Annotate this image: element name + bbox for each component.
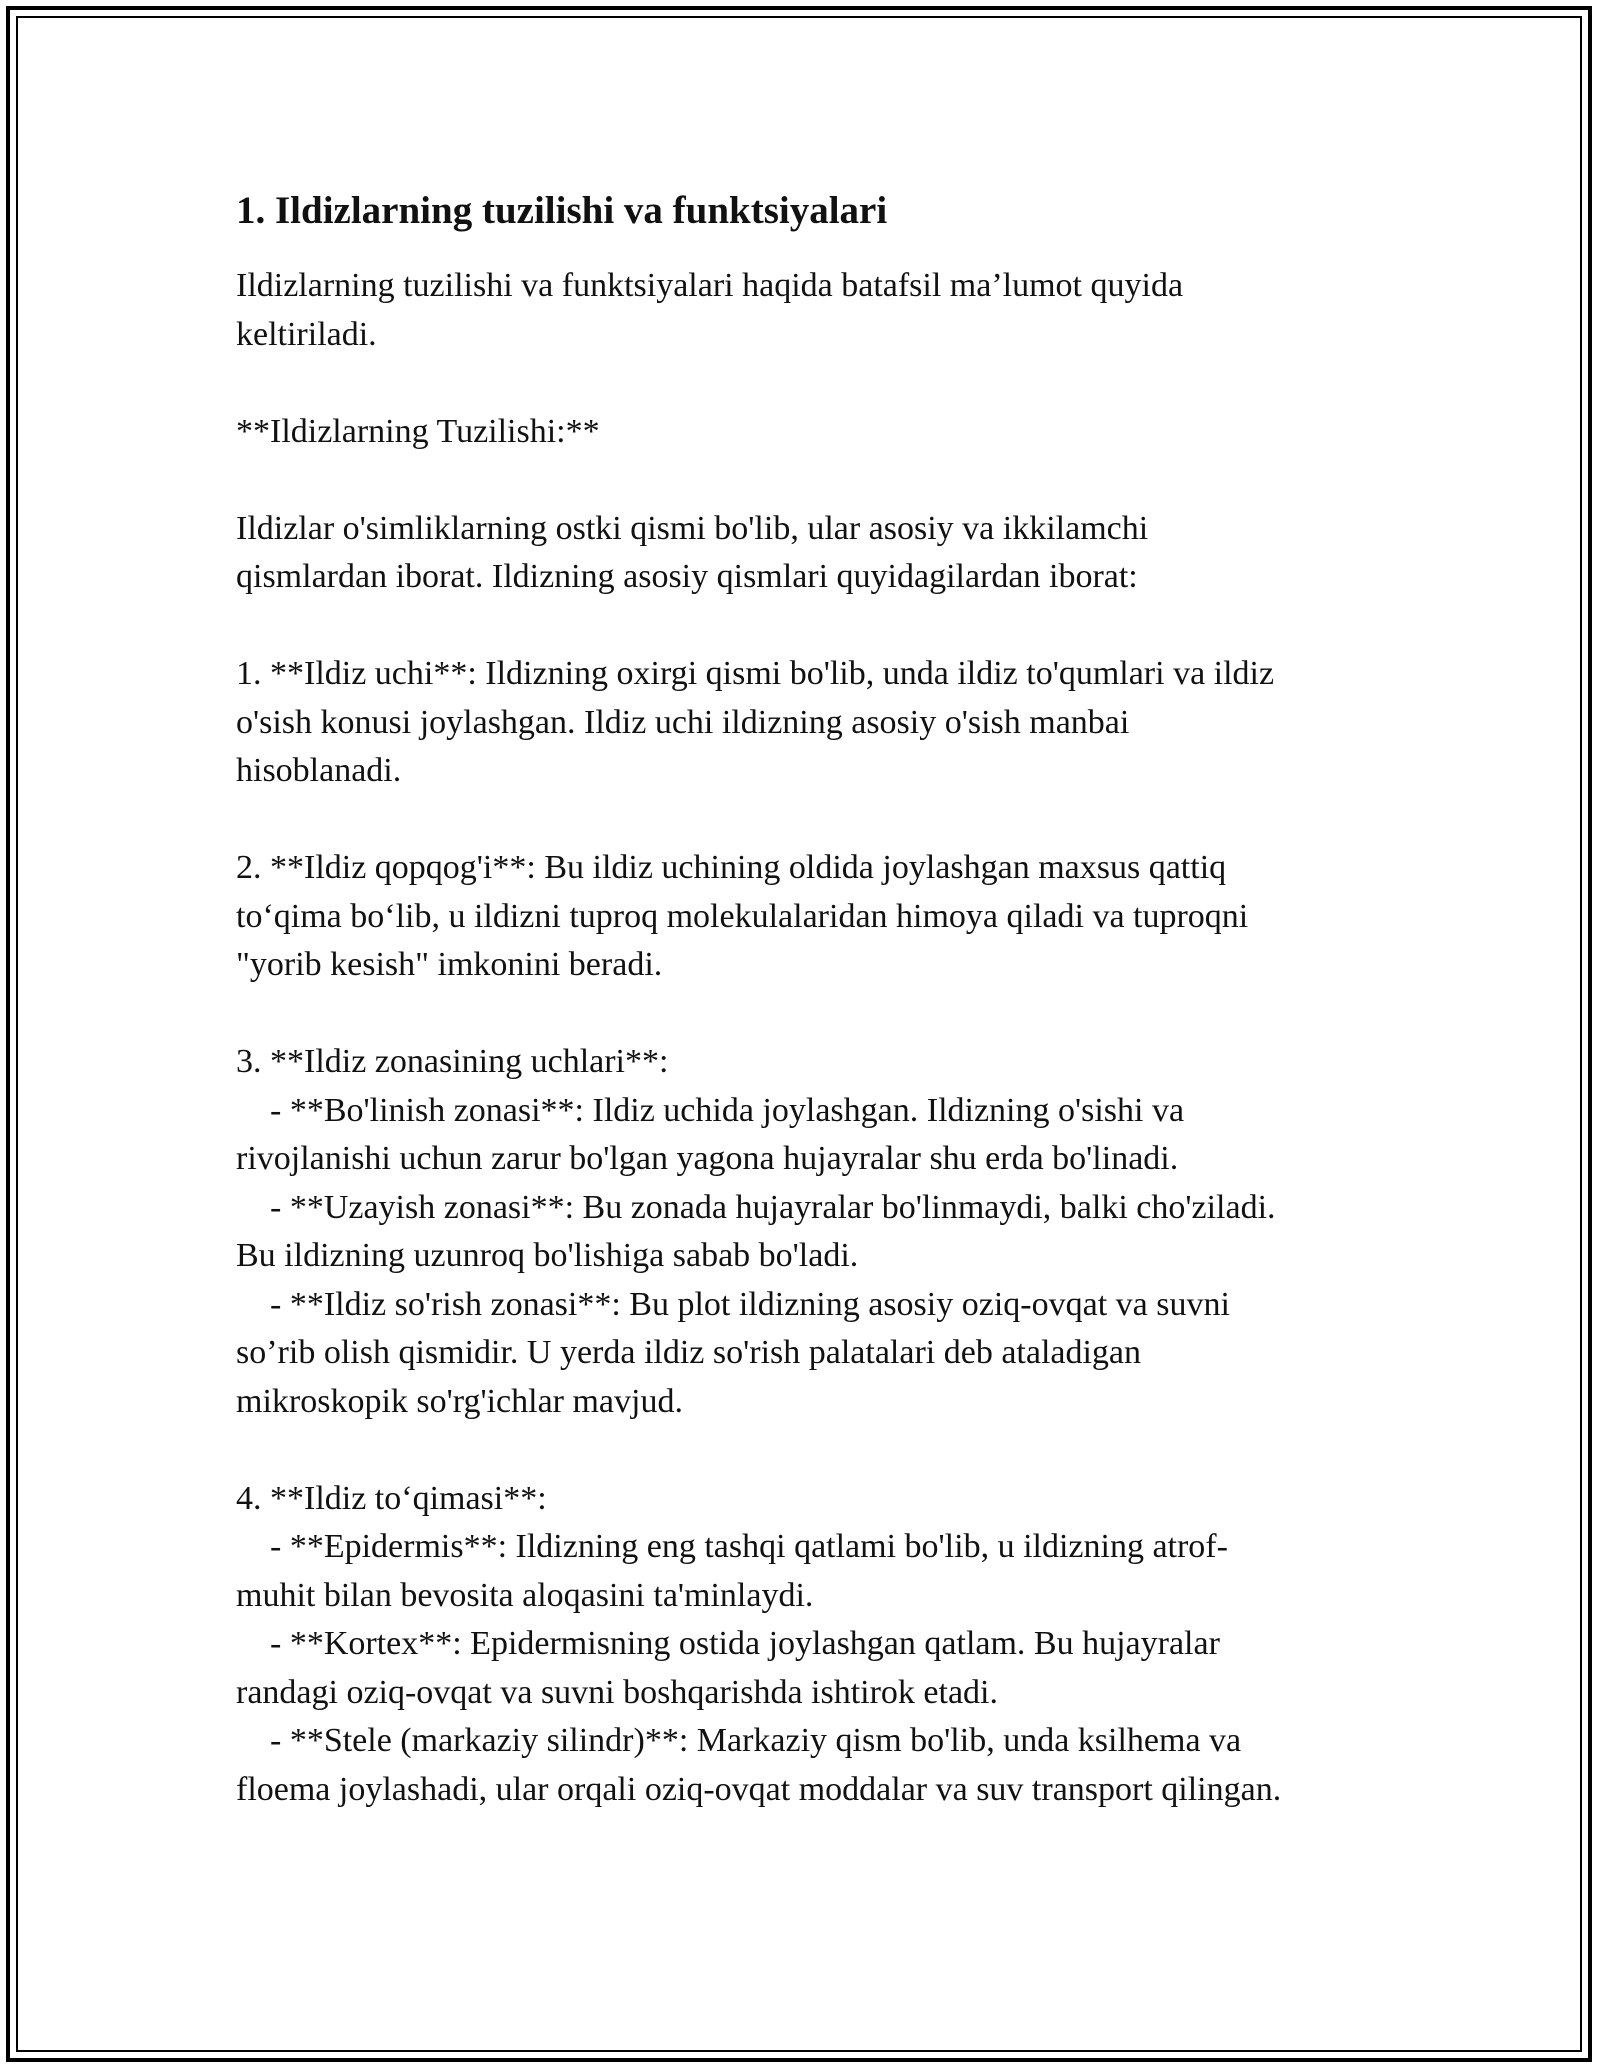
- text-line: mikroskopik so'rg'ichlar mavjud.: [236, 1382, 683, 1420]
- text-line: randagi oziq-ovqat va suvni boshqarishda ishtirok etadi.: [236, 1673, 998, 1711]
- list-item-4: [236, 1475, 1376, 1815]
- list-item-3: [236, 1038, 1376, 1426]
- text-line: muhit bilan bevosita aloqasini ta'minlaydi.: [236, 1576, 814, 1614]
- text-line: Ildizlar o'simliklarning ostki qismi bo'lib, ular asosiy va ikkilamchi: [236, 509, 1149, 547]
- sub-item-line: - **Epidermis**: Ildizning eng tashqi qatlami bo'lib, u ildizning atrof-: [270, 1528, 1228, 1565]
- text-line: o'sish konusi joylashgan. Ildiz uchi ildizning asosiy o'sish manbai: [236, 703, 1130, 741]
- section-title: **Ildizlarning Tuzilishi:**: [236, 412, 600, 450]
- text-line: keltiriladi.: [236, 315, 377, 353]
- text-line: rivojlanishi uchun zarur bo'lgan yagona hujayralar shu erda bo'linadi.: [236, 1140, 1179, 1177]
- text-line: to‘qima bo‘lib, u ildizni tuproq molekulalaridan himoya qiladi va tuproqni: [236, 897, 1249, 935]
- text-line: so’rib olish qismidir. U yerda ildiz so'rish palatalari deb ataladigan: [236, 1334, 1142, 1371]
- structure-paragraph: [236, 505, 1376, 602]
- text-line: Ildizlarning tuzilishi va funktsiyalari haqida batafsil ma’lumot quyida: [236, 267, 1184, 304]
- text-line: floema joylashadi, ular orqali oziq-ovqat moddalar va suv transport qilingan.: [236, 1770, 1282, 1808]
- sub-item-line: - **Bo'linish zonasi**: Ildiz uchida joylashgan. Ildizning o'sishi va: [270, 1091, 1185, 1129]
- list-item-title: 4. **Ildiz to‘qimasi**:: [236, 1479, 547, 1517]
- text-line: hisoblanadi.: [236, 752, 402, 789]
- text-line: "yorib kesish" imkonini beradi.: [236, 946, 663, 983]
- text-line: 1. **Ildiz uchi**: Ildizning oxirgi qismi bo'lib, unda ildiz to'qumlari va ildiz: [236, 655, 1275, 692]
- intro-paragraph: [236, 262, 1376, 359]
- sub-item-line: - **Uzayish zonasi**: Bu zonada hujayralar bo'linmaydi, balki cho'ziladi.: [270, 1188, 1276, 1226]
- text-line: 2. **Ildiz qopqog'i**: Bu ildiz uchining oldida joylashgan maxsus qattiq: [236, 849, 1227, 886]
- list-item-1: [236, 650, 1376, 796]
- page-title: 1. Ildizlarning tuzilishi va funktsiyalari: [236, 189, 888, 232]
- list-item-2: [236, 844, 1376, 990]
- text-line: Bu ildizning uzunroq bo'lishiga sabab bo'ladi.: [236, 1237, 859, 1274]
- sub-item-line: - **Stele (markaziy silindr)**: Markaziy qism bo'lib, unda ksilhema va: [270, 1722, 1242, 1759]
- text-line: qismlardan iborat. Ildizning asosiy qismlari quyidagilardan iborat:: [236, 558, 1138, 595]
- sub-item-line: - **Kortex**: Epidermisning ostida joylashgan qatlam. Bu hujayralar: [270, 1625, 1220, 1662]
- sub-item-line: - **Ildiz so'rish zonasi**: Bu plot ildizning asosiy oziq-ovqat va suvni: [270, 1285, 1230, 1323]
- document-body: [236, 184, 1376, 1814]
- list-item-title: 3. **Ildiz zonasining uchlari**:: [236, 1043, 669, 1080]
